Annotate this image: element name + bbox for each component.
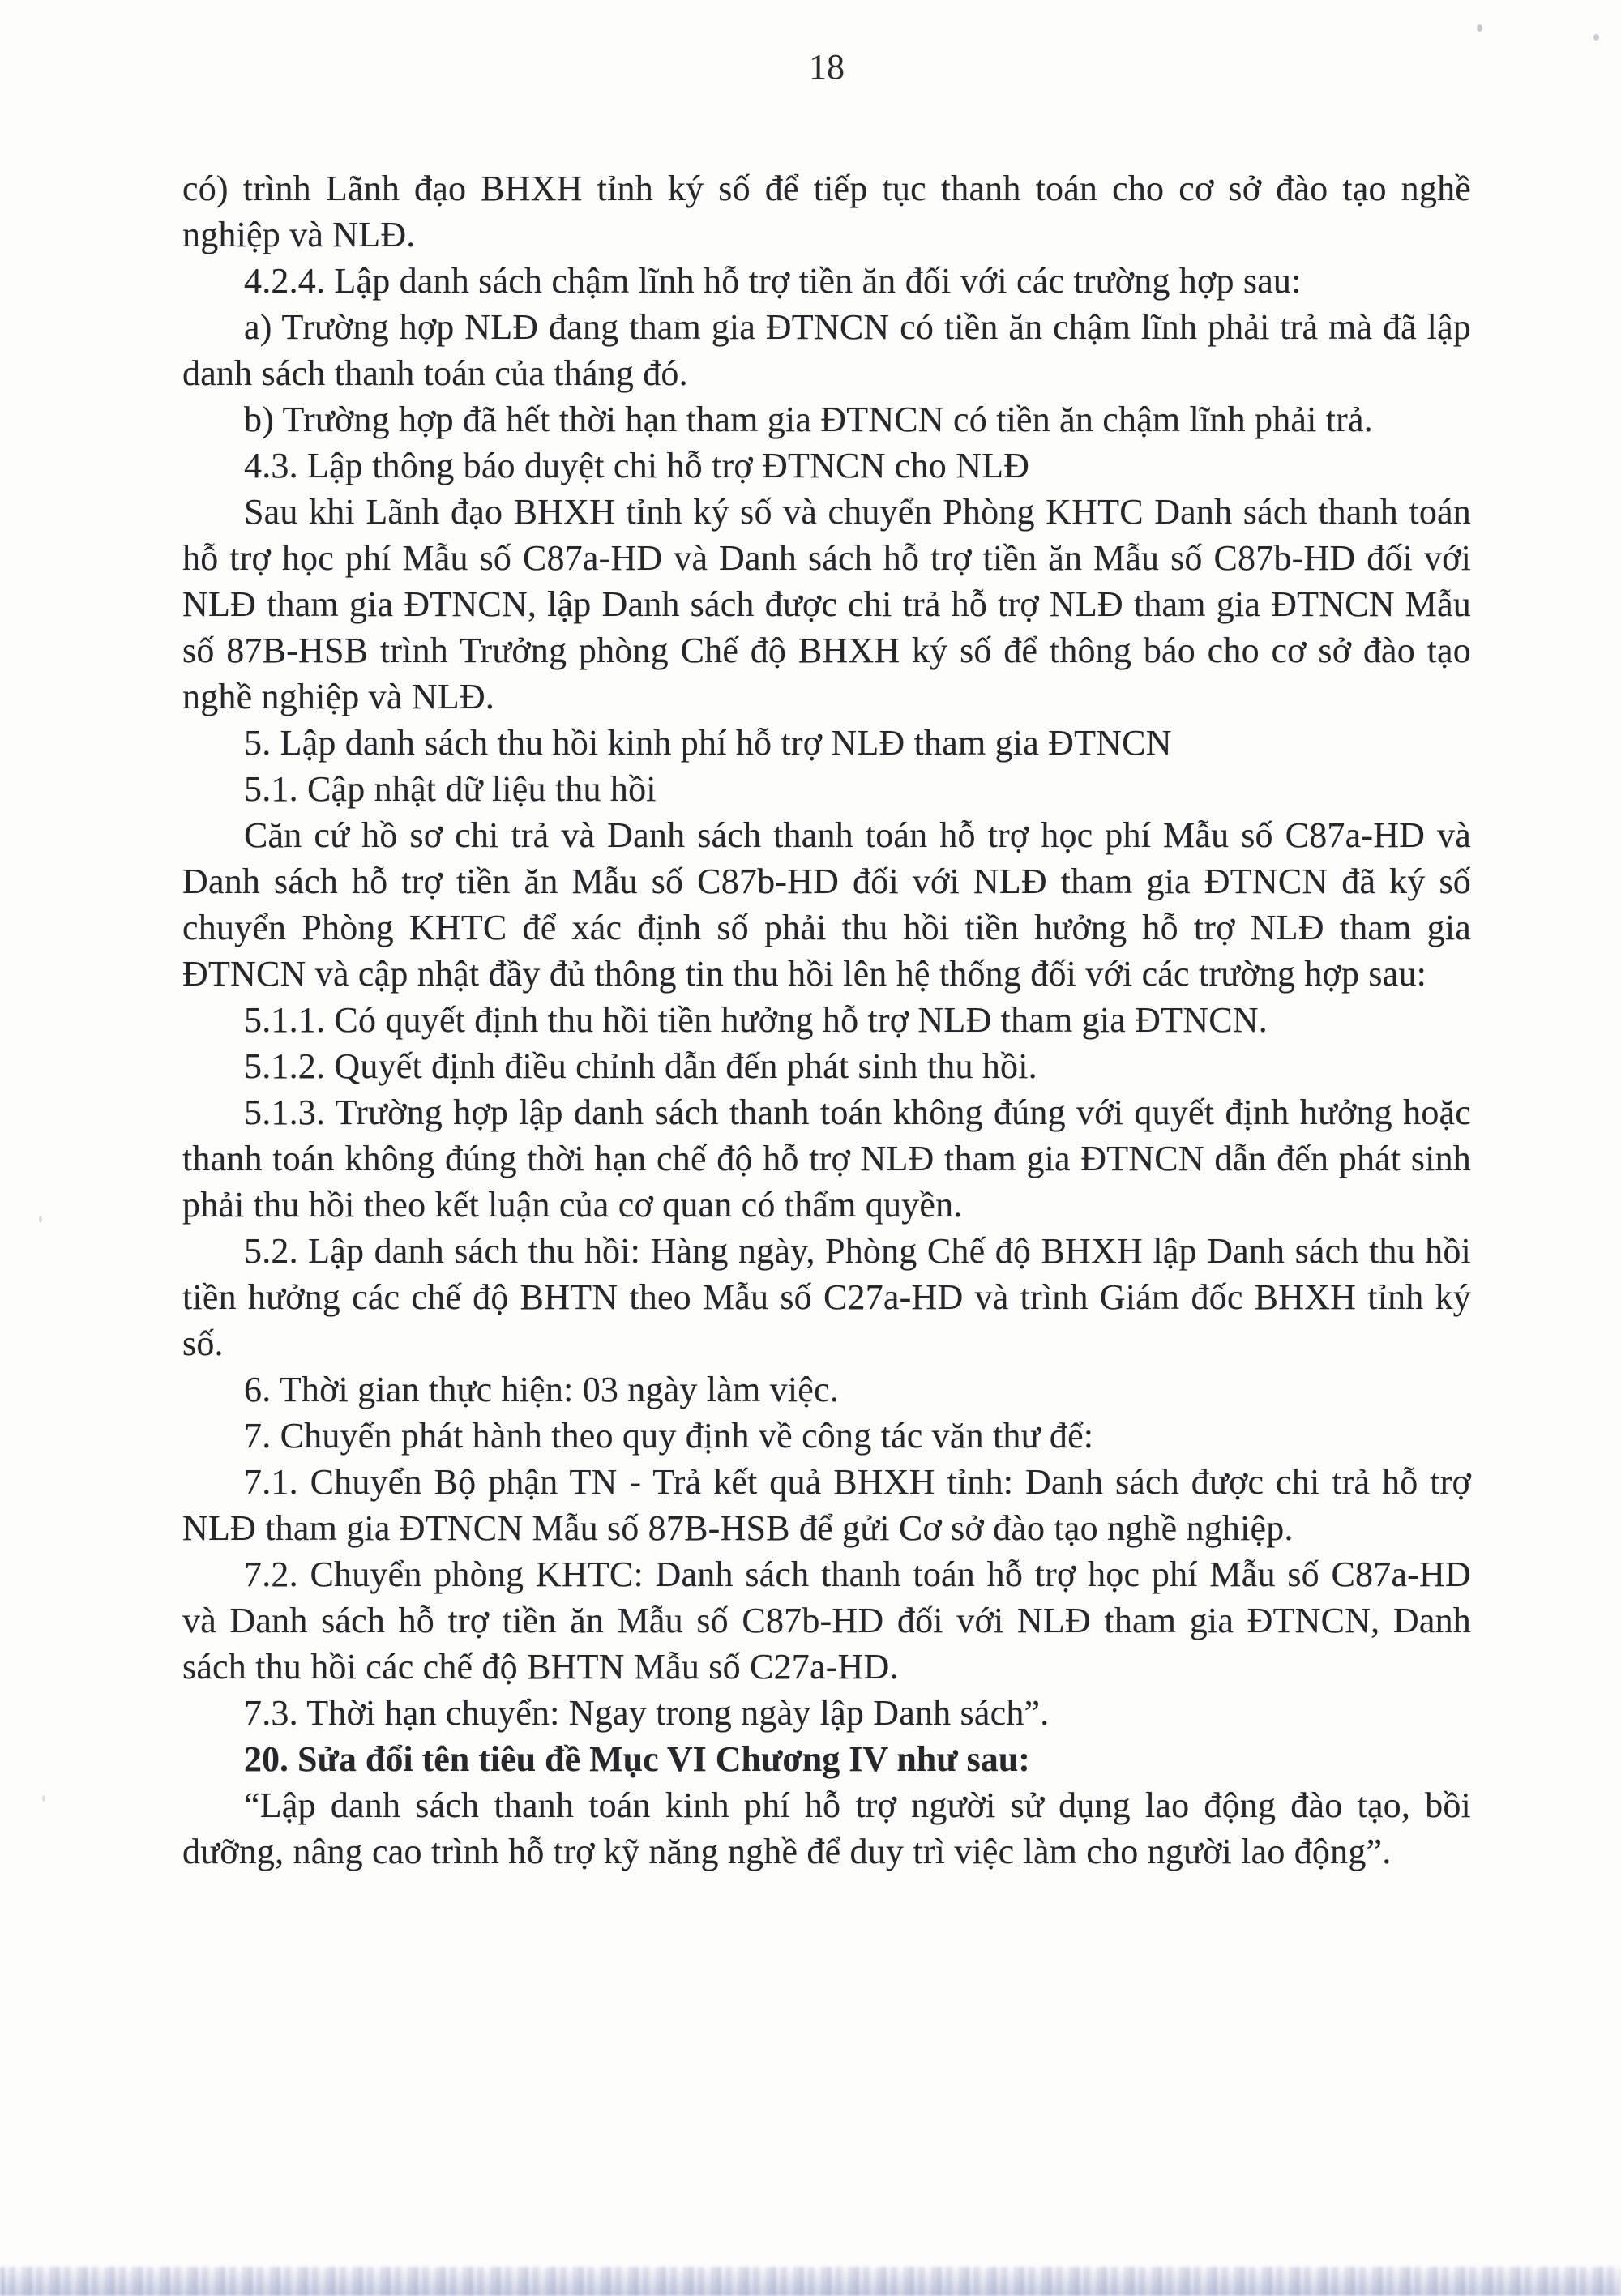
paragraph: 4.3. Lập thông báo duyệt chi hỗ trợ ĐTNCN cho NLĐ	[244, 446, 1030, 485]
scan-speck	[1593, 34, 1599, 41]
scan-noise-band	[0, 2267, 1621, 2296]
paragraph: a) Trường hợp NLĐ đang tham gia ĐTNCN có tiền ăn chậm lĩnh phải trả mà đã lập danh sách thanh toán của tháng đó.	[182, 307, 1471, 393]
paragraph: 7. Chuyển phát hành theo quy định về công tác văn thư để:	[244, 1416, 1094, 1456]
paragraph: 7.3. Thời hạn chuyển: Ngay trong ngày lập Danh sách”.	[244, 1693, 1050, 1733]
paragraph: 7.2. Chuyển phòng KHTC: Danh sách thanh toán hỗ trợ học phí Mẫu số C87a-HD và Danh sách hỗ trợ tiền ăn Mẫu số C87b-HD đối với NLĐ tham gia ĐTNCN, Danh sách thu hồi các chế độ BHTN Mẫu số C27a-HD.	[182, 1554, 1471, 1687]
paragraph: có) trình Lãnh đạo BHXH tỉnh ký số để tiếp tục thanh toán cho cơ sở đào tạo nghề nghiệp và NLĐ.	[182, 169, 1471, 254]
paragraph: 7.1. Chuyển Bộ phận TN - Trả kết quả BHXH tỉnh: Danh sách được chi trả hỗ trợ NLĐ tham gia ĐTNCN Mẫu số 87B-HSB để gửi Cơ sở đào tạo nghề nghiệp.	[182, 1462, 1471, 1548]
paragraph: 5.2. Lập danh sách thu hồi: Hàng ngày, Phòng Chế độ BHXH lập Danh sách thu hồi tiền hưởng các chế độ BHTN theo Mẫu số C27a-HD và trình Giám đốc BHXH tỉnh ký số.	[182, 1231, 1471, 1363]
paragraph: Sau khi Lãnh đạo BHXH tỉnh ký số và chuyển Phòng KHTC Danh sách thanh toán hỗ trợ học phí Mẫu số C87a-HD và Danh sách hỗ trợ tiền ăn Mẫu số C87b-HD đối với NLĐ tham gia ĐTNCN, lập Danh sách được chi trả hỗ trợ NLĐ tham gia ĐTNCN Mẫu số 87B-HSB trình Trưởng phòng Chế độ BHXH ký số để thông báo cho cơ sở đào tạo nghề nghiệp và NLĐ.	[182, 492, 1471, 716]
scan-speck	[39, 1216, 42, 1223]
paragraph: 5.1. Cập nhật dữ liệu thu hồi	[244, 769, 657, 809]
paragraph: b) Trường hợp đã hết thời hạn tham gia ĐTNCN có tiền ăn chậm lĩnh phải trả.	[244, 400, 1373, 439]
paragraph: 20. Sửa đổi tên tiêu đề Mục VI Chương IV như sau:	[244, 1739, 1030, 1779]
paragraph: 5.1.2. Quyết định điều chỉnh dẫn đến phát sinh thu hồi.	[244, 1046, 1037, 1086]
paragraph: “Lập danh sách thanh toán kinh phí hỗ trợ người sử dụng lao động đào tạo, bồi dưỡng, nâng cao trình hỗ trợ kỹ năng nghề để duy trì việc làm cho người lao động”.	[182, 1785, 1471, 1871]
scan-speck	[42, 1795, 45, 1802]
paragraph: 5.1.3. Trường hợp lập danh sách thanh toán không đúng với quyết định hưởng hoặc thanh toán không đúng thời hạn chế độ hỗ trợ NLĐ tham gia ĐTNCN dẫn đến phát sinh phải thu hồi theo kết luận của cơ quan có thẩm quyền.	[182, 1092, 1471, 1225]
paragraph: 4.2.4. Lập danh sách chậm lĩnh hỗ trợ tiền ăn đối với các trường hợp sau:	[244, 261, 1302, 301]
document-body	[182, 165, 1471, 1875]
paragraph: 6. Thời gian thực hiện: 03 ngày làm việc.	[244, 1370, 839, 1409]
paragraph: Căn cứ hồ sơ chi trả và Danh sách thanh toán hỗ trợ học phí Mẫu số C87a-HD và Danh sách hỗ trợ tiền ăn Mẫu số C87b-HD đối với NLĐ tham gia ĐTNCN đã ký số chuyển Phòng KHTC để xác định số phải thu hồi tiền hưởng hỗ trợ NLĐ tham gia ĐTNCN và cập nhật đầy đủ thông tin thu hồi lên hệ thống đối với các trường hợp sau:	[182, 815, 1471, 994]
scan-speck	[1477, 24, 1482, 32]
paragraph: 5.1.1. Có quyết định thu hồi tiền hưởng hỗ trợ NLĐ tham gia ĐTNCN.	[244, 1000, 1268, 1040]
paragraph: 5. Lập danh sách thu hồi kinh phí hỗ trợ NLĐ tham gia ĐTNCN	[244, 723, 1172, 763]
page-number: 18	[809, 47, 845, 87]
